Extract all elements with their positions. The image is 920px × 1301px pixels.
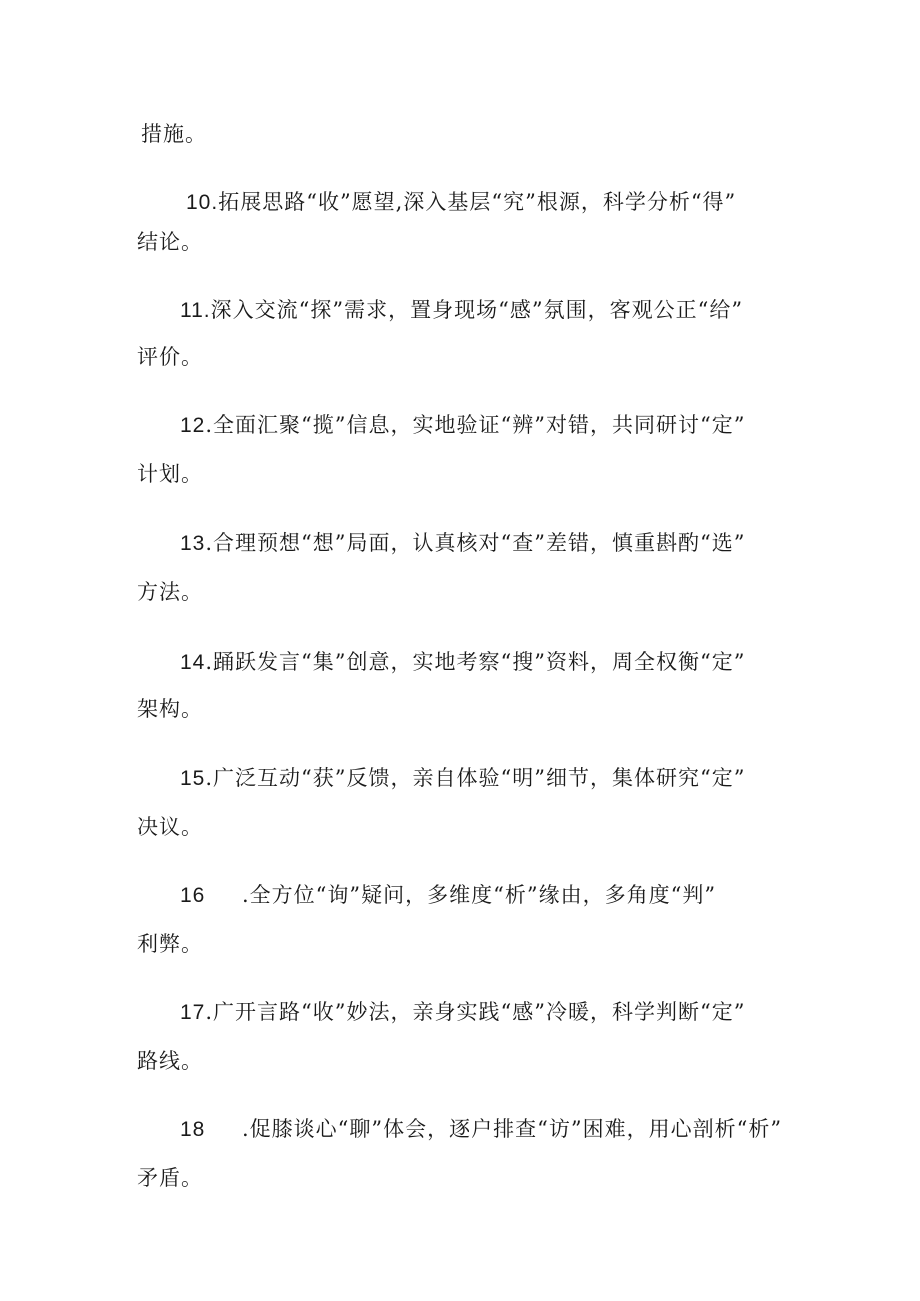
item-14-continuation: 架构。 bbox=[137, 697, 203, 721]
item-10-continuation: 结论。 bbox=[137, 230, 203, 254]
item-18-continuation: 矛盾。 bbox=[137, 1166, 203, 1190]
item-11-line bbox=[180, 298, 743, 323]
item-text: .广开言路“收”妙法，亲身实践“感”冷暖，科学判断“定” bbox=[205, 1000, 746, 1024]
item-text: .合理预想“想”局面，认真核对“查”差错，慎重斟酌“选” bbox=[205, 531, 746, 555]
item-text: .促膝谈心“聊”体会，逐户排查“访”困难，用心剖析“析” bbox=[242, 1117, 783, 1141]
intro-line: 措施。 bbox=[141, 122, 207, 146]
item-text: .全面汇聚“揽”信息，实地验证“辨”对错，共同研讨“定” bbox=[205, 413, 746, 437]
item-15-continuation: 决议。 bbox=[137, 815, 203, 839]
item-text: .全方位“询”疑问，多维度“析”缘由，多角度“判” bbox=[242, 883, 717, 907]
item-number: 18 bbox=[180, 1118, 206, 1141]
item-14-line bbox=[180, 650, 745, 675]
item-number: 12 bbox=[180, 414, 206, 437]
item-number: 15 bbox=[180, 767, 206, 790]
item-number: 14 bbox=[180, 651, 206, 674]
item-11-continuation: 评价。 bbox=[137, 345, 203, 369]
item-12-line bbox=[180, 413, 745, 438]
item-number: 16 bbox=[180, 884, 206, 907]
item-15-line bbox=[180, 766, 745, 791]
item-text: .踊跃发言“集”创意，实地考察“搜”资料，周全权衡“定” bbox=[205, 650, 746, 674]
item-10-line bbox=[186, 190, 736, 215]
item-number: 10. bbox=[186, 191, 219, 214]
item-text: 拓展思路“收”愿望,深入基层“究”根源，科学分析“得” bbox=[218, 190, 737, 214]
item-number: 11. bbox=[180, 299, 211, 322]
item-12-continuation: 计划。 bbox=[137, 462, 203, 486]
item-13-continuation: 方法。 bbox=[137, 580, 203, 604]
item-number: 13 bbox=[180, 532, 206, 555]
item-18-line bbox=[180, 1117, 782, 1142]
item-text: .广泛互动“获”反馈，亲自体验“明”细节，集体研究“定” bbox=[205, 766, 746, 790]
item-16-continuation: 利弊。 bbox=[137, 932, 203, 956]
item-number: 17 bbox=[180, 1001, 206, 1024]
item-17-line bbox=[180, 1000, 745, 1025]
item-16-line bbox=[180, 883, 716, 908]
item-17-continuation: 路线。 bbox=[137, 1049, 203, 1073]
item-text: 深入交流“探”需求，置身现场“感”氛围，客观公正“给” bbox=[210, 298, 744, 322]
item-13-line bbox=[180, 531, 745, 556]
